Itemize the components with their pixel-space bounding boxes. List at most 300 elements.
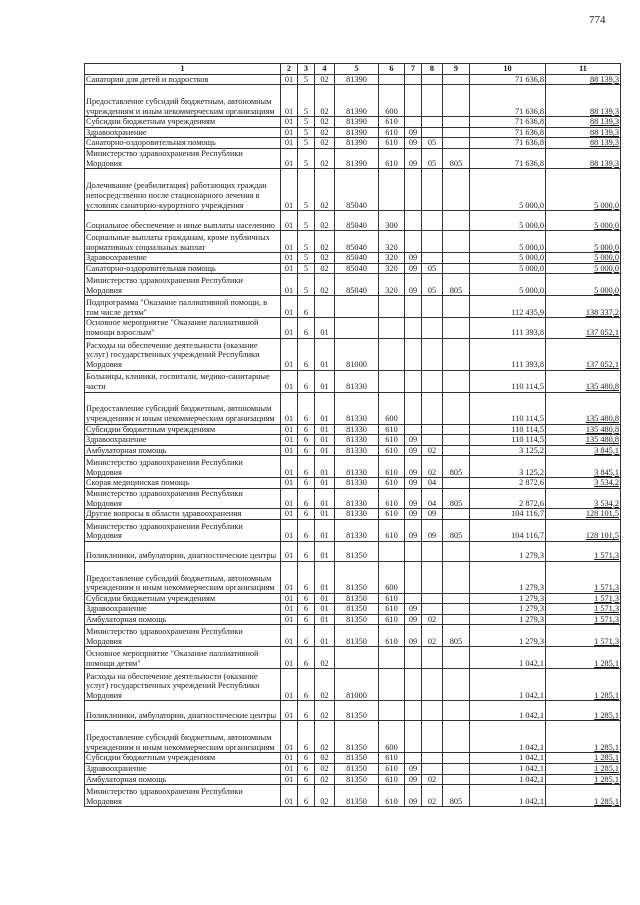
code-cell <box>443 263 470 274</box>
code-cell <box>422 604 443 615</box>
column-header: 7 <box>405 64 422 75</box>
row-name: Здравоохранение <box>85 435 281 446</box>
code-cell: 610 <box>379 785 405 807</box>
amount-col10: 71 636,8 <box>470 85 546 117</box>
amount-col11: 5 000,0 <box>546 263 621 274</box>
code-cell: 610 <box>379 435 405 446</box>
code-cell: 02 <box>315 647 335 669</box>
code-cell: 85040 <box>335 211 379 231</box>
table-row <box>85 211 621 231</box>
code-cell: 02 <box>422 625 443 647</box>
table-row <box>85 456 621 478</box>
code-cell: 02 <box>315 263 335 274</box>
amount-col11: 88 139,3 <box>546 74 621 85</box>
code-cell: 01 <box>315 445 335 456</box>
code-cell <box>443 138 470 149</box>
code-cell: 09 <box>405 625 422 647</box>
code-cell <box>443 614 470 625</box>
code-cell: 610 <box>379 148 405 168</box>
code-cell: 81000 <box>335 669 379 701</box>
code-cell: 01 <box>281 669 298 701</box>
code-cell <box>422 435 443 446</box>
code-cell <box>422 169 443 211</box>
code-cell: 805 <box>443 785 470 807</box>
code-cell: 81390 <box>335 85 379 117</box>
code-cell: 02 <box>315 231 335 253</box>
code-cell: 610 <box>379 604 405 615</box>
row-name: Санатории для детей и подростков <box>85 74 281 85</box>
code-cell <box>443 774 470 785</box>
amount-col11: 128 101,5 <box>546 509 621 520</box>
code-cell <box>422 211 443 231</box>
row-name: Здравоохранение <box>85 253 281 264</box>
code-cell: 01 <box>281 253 298 264</box>
code-cell <box>405 318 422 338</box>
code-cell: 610 <box>379 593 405 604</box>
code-cell: 5 <box>298 74 315 85</box>
code-cell: 85040 <box>335 253 379 264</box>
code-cell: 81350 <box>335 593 379 604</box>
amount-col11: 3 845,1 <box>546 456 621 478</box>
column-header: 5 <box>335 64 379 75</box>
row-name: Предоставление субсидий бюджетным, автономным учреждениям и иным некоммерческим организациям <box>85 85 281 117</box>
table-row <box>85 392 621 424</box>
code-cell: 02 <box>422 614 443 625</box>
code-cell <box>443 509 470 520</box>
amount-col11: 88 139,3 <box>546 138 621 149</box>
code-cell: 5 <box>298 138 315 149</box>
code-cell: 01 <box>281 263 298 274</box>
code-cell <box>405 211 422 231</box>
code-cell: 02 <box>315 127 335 138</box>
row-name: Амбулаторная помощь <box>85 614 281 625</box>
code-cell: 805 <box>443 148 470 168</box>
code-cell <box>443 561 470 593</box>
code-cell <box>443 753 470 764</box>
table-row <box>85 253 621 264</box>
row-name: Министерство здравоохранения Республики Мордовия <box>85 785 281 807</box>
code-cell: 09 <box>405 764 422 775</box>
column-header: 11 <box>546 64 621 75</box>
code-cell <box>335 318 379 338</box>
code-cell: 01 <box>315 561 335 593</box>
amount-col11: 88 139,3 <box>546 117 621 128</box>
code-cell: 01 <box>281 478 298 489</box>
row-name: Предоставление субсидий бюджетным, автономным учреждениям и иным некоммерческим организациям <box>85 561 281 593</box>
code-cell <box>405 231 422 253</box>
code-cell <box>443 604 470 615</box>
code-cell: 5 <box>298 127 315 138</box>
table-row <box>85 370 621 392</box>
code-cell <box>443 85 470 117</box>
code-cell: 01 <box>281 614 298 625</box>
table-row <box>85 127 621 138</box>
code-cell: 01 <box>281 604 298 615</box>
code-cell: 600 <box>379 85 405 117</box>
amount-col10: 1 279,3 <box>470 541 546 561</box>
amount-col10: 2 872,6 <box>470 478 546 489</box>
code-cell: 81330 <box>335 478 379 489</box>
row-name: Министерство здравоохранения Республики Мордовия <box>85 488 281 508</box>
code-cell: 01 <box>281 593 298 604</box>
code-cell: 01 <box>315 478 335 489</box>
code-cell: 81350 <box>335 561 379 593</box>
code-cell <box>422 392 443 424</box>
code-cell: 81350 <box>335 785 379 807</box>
row-name: Субсидии бюджетным учреждениям <box>85 117 281 128</box>
table-row <box>85 274 621 296</box>
row-name: Основное мероприятие "Оказание паллиативной помощи взрослым" <box>85 318 281 338</box>
code-cell: 81330 <box>335 435 379 446</box>
code-cell: 02 <box>315 721 335 753</box>
code-cell: 5 <box>298 274 315 296</box>
code-cell: 6 <box>298 370 315 392</box>
code-cell <box>422 593 443 604</box>
code-cell <box>405 169 422 211</box>
code-cell: 02 <box>315 211 335 231</box>
row-name: Амбулаторная помощь <box>85 445 281 456</box>
code-cell: 610 <box>379 753 405 764</box>
row-name: Предоставление субсидий бюджетным, автономным учреждениям и иным некоммерческим организациям <box>85 721 281 753</box>
code-cell: 610 <box>379 117 405 128</box>
code-cell: 01 <box>281 488 298 508</box>
code-cell: 6 <box>298 435 315 446</box>
code-cell <box>405 561 422 593</box>
amount-col11: 3 534,2 <box>546 478 621 489</box>
code-cell: 320 <box>379 274 405 296</box>
code-cell: 09 <box>405 274 422 296</box>
code-cell: 81390 <box>335 148 379 168</box>
table-row <box>85 614 621 625</box>
code-cell <box>379 338 405 370</box>
page-number: 774 <box>589 14 606 26</box>
code-cell: 6 <box>298 604 315 615</box>
code-cell <box>443 318 470 338</box>
code-cell <box>443 392 470 424</box>
code-cell: 81000 <box>335 338 379 370</box>
amount-col11: 137 052,1 <box>546 318 621 338</box>
code-cell: 81330 <box>335 445 379 456</box>
amount-col11: 1 571,3 <box>546 625 621 647</box>
table-row <box>85 701 621 721</box>
code-cell: 6 <box>298 614 315 625</box>
amount-col10: 1 042,1 <box>470 647 546 669</box>
amount-col11: 5 000,0 <box>546 253 621 264</box>
code-cell: 6 <box>298 338 315 370</box>
code-cell: 01 <box>281 370 298 392</box>
column-header: 9 <box>443 64 470 75</box>
table-row <box>85 318 621 338</box>
code-cell: 09 <box>405 445 422 456</box>
code-cell: 805 <box>443 274 470 296</box>
code-cell: 6 <box>298 541 315 561</box>
amount-col11: 5 000,0 <box>546 231 621 253</box>
code-cell <box>422 541 443 561</box>
code-cell: 81350 <box>335 625 379 647</box>
code-cell: 04 <box>422 488 443 508</box>
code-cell: 01 <box>281 296 298 318</box>
code-cell: 610 <box>379 625 405 647</box>
code-cell: 81330 <box>335 509 379 520</box>
amount-col11: 1 571,3 <box>546 604 621 615</box>
code-cell: 805 <box>443 456 470 478</box>
code-cell <box>443 74 470 85</box>
code-cell: 81330 <box>335 392 379 424</box>
code-cell: 01 <box>281 721 298 753</box>
table-row <box>85 488 621 508</box>
code-cell: 6 <box>298 647 315 669</box>
code-cell: 85040 <box>335 263 379 274</box>
code-cell: 81390 <box>335 127 379 138</box>
code-cell: 01 <box>315 338 335 370</box>
amount-col11: 1 285,1 <box>546 753 621 764</box>
row-name: Министерство здравоохранения Республики Мордовия <box>85 148 281 168</box>
code-cell: 02 <box>315 753 335 764</box>
table-row <box>85 117 621 128</box>
row-name: Министерство здравоохранения Республики Мордовия <box>85 274 281 296</box>
amount-col11: 3 845,1 <box>546 445 621 456</box>
code-cell: 09 <box>422 509 443 520</box>
table-row <box>85 85 621 117</box>
table-row <box>85 169 621 211</box>
code-cell: 600 <box>379 561 405 593</box>
code-cell: 09 <box>405 253 422 264</box>
row-name: Расходы на обеспечение деятельности (оказание услуг) государственных учреждений Республики Мордовия <box>85 669 281 701</box>
code-cell <box>443 169 470 211</box>
amount-col10: 110 114,5 <box>470 370 546 392</box>
row-name: Больницы, клиники, госпитали, медико-санитарные части <box>85 370 281 392</box>
code-cell: 02 <box>315 169 335 211</box>
code-cell: 81390 <box>335 138 379 149</box>
amount-col10: 104 116,7 <box>470 509 546 520</box>
row-name: Министерство здравоохранения Республики Мордовия <box>85 456 281 478</box>
code-cell: 02 <box>315 148 335 168</box>
row-name: Социальные выплаты гражданам, кроме публичных нормативных социальных выплат <box>85 231 281 253</box>
row-name: Поликлиники, амбулатории, диагностические центры <box>85 701 281 721</box>
code-cell <box>422 669 443 701</box>
amount-col10: 2 872,6 <box>470 488 546 508</box>
amount-col11: 1 571,3 <box>546 614 621 625</box>
column-header: 6 <box>379 64 405 75</box>
code-cell: 85040 <box>335 169 379 211</box>
code-cell: 610 <box>379 509 405 520</box>
code-cell: 05 <box>422 148 443 168</box>
code-cell <box>422 74 443 85</box>
code-cell: 6 <box>298 669 315 701</box>
amount-col10: 110 114,5 <box>470 435 546 446</box>
code-cell <box>443 478 470 489</box>
code-cell: 09 <box>405 263 422 274</box>
code-cell: 05 <box>422 263 443 274</box>
code-cell: 09 <box>405 614 422 625</box>
code-cell <box>422 117 443 128</box>
row-name: Скорая медицинская помощь <box>85 478 281 489</box>
code-cell: 805 <box>443 488 470 508</box>
code-cell: 610 <box>379 488 405 508</box>
code-cell: 81350 <box>335 541 379 561</box>
code-cell: 300 <box>379 211 405 231</box>
code-cell: 5 <box>298 85 315 117</box>
code-cell <box>422 127 443 138</box>
code-cell: 01 <box>315 625 335 647</box>
amount-col10: 5 000,0 <box>470 211 546 231</box>
code-cell: 805 <box>443 519 470 541</box>
code-cell <box>443 370 470 392</box>
code-cell: 09 <box>422 519 443 541</box>
code-cell <box>443 338 470 370</box>
code-cell: 6 <box>298 625 315 647</box>
code-cell: 81330 <box>335 424 379 435</box>
code-cell <box>443 117 470 128</box>
code-cell: 6 <box>298 561 315 593</box>
table-row <box>85 478 621 489</box>
table-row <box>85 774 621 785</box>
amount-col10: 71 636,8 <box>470 117 546 128</box>
code-cell <box>379 669 405 701</box>
code-cell: 09 <box>405 456 422 478</box>
code-cell <box>379 296 405 318</box>
code-cell <box>405 117 422 128</box>
code-cell <box>422 231 443 253</box>
code-cell: 81390 <box>335 74 379 85</box>
table-row <box>85 519 621 541</box>
code-cell: 6 <box>298 764 315 775</box>
amount-col11: 1 571,3 <box>546 593 621 604</box>
code-cell <box>443 445 470 456</box>
row-name: Расходы на обеспечение деятельности (оказание услуг) государственных учреждений Республики Мордовия <box>85 338 281 370</box>
amount-col10: 5 000,0 <box>470 231 546 253</box>
row-name: Санаторно-оздоровительная помощь <box>85 263 281 274</box>
code-cell: 600 <box>379 721 405 753</box>
code-cell: 01 <box>281 764 298 775</box>
code-cell: 01 <box>281 519 298 541</box>
amount-col10: 1 279,3 <box>470 593 546 604</box>
code-cell: 01 <box>281 392 298 424</box>
amount-col10: 71 636,8 <box>470 138 546 149</box>
amount-col11: 135 480,8 <box>546 370 621 392</box>
code-cell: 01 <box>281 509 298 520</box>
code-cell: 05 <box>422 274 443 296</box>
code-cell: 01 <box>315 509 335 520</box>
code-cell <box>443 541 470 561</box>
code-cell <box>405 669 422 701</box>
code-cell: 09 <box>405 488 422 508</box>
code-cell: 02 <box>422 456 443 478</box>
code-cell: 09 <box>405 509 422 520</box>
code-cell <box>422 701 443 721</box>
code-cell: 81350 <box>335 764 379 775</box>
amount-col11: 1 285,1 <box>546 785 621 807</box>
code-cell <box>405 392 422 424</box>
amount-col10: 3 125,2 <box>470 456 546 478</box>
row-name: Подпрограмма "Оказание паллиативной помощи, в том числе детям" <box>85 296 281 318</box>
amount-col11: 88 139,3 <box>546 148 621 168</box>
code-cell: 6 <box>298 488 315 508</box>
amount-col11: 88 139,3 <box>546 127 621 138</box>
code-cell: 01 <box>281 753 298 764</box>
code-cell: 81330 <box>335 488 379 508</box>
code-cell <box>422 647 443 669</box>
code-cell: 81330 <box>335 370 379 392</box>
table-row <box>85 445 621 456</box>
code-cell: 81350 <box>335 774 379 785</box>
code-cell: 02 <box>315 669 335 701</box>
code-cell: 01 <box>281 231 298 253</box>
amount-col10: 71 636,8 <box>470 74 546 85</box>
row-name: Здравоохранение <box>85 604 281 615</box>
code-cell: 01 <box>281 274 298 296</box>
amount-col11: 1 285,1 <box>546 647 621 669</box>
code-cell: 02 <box>315 764 335 775</box>
code-cell: 610 <box>379 456 405 478</box>
amount-col10: 71 636,8 <box>470 127 546 138</box>
code-cell <box>405 370 422 392</box>
code-cell <box>405 74 422 85</box>
column-header: 3 <box>298 64 315 75</box>
code-cell: 01 <box>281 541 298 561</box>
table-row <box>85 753 621 764</box>
amount-col11: 137 052,1 <box>546 338 621 370</box>
code-cell: 01 <box>315 370 335 392</box>
amount-col10: 112 435,9 <box>470 296 546 318</box>
code-cell: 610 <box>379 445 405 456</box>
code-cell: 02 <box>315 138 335 149</box>
code-cell: 6 <box>298 296 315 318</box>
code-cell <box>405 721 422 753</box>
amount-col10: 5 000,0 <box>470 169 546 211</box>
code-cell: 01 <box>281 74 298 85</box>
amount-col10: 5 000,0 <box>470 263 546 274</box>
code-cell: 02 <box>422 774 443 785</box>
code-cell: 5 <box>298 263 315 274</box>
code-cell <box>379 701 405 721</box>
table-row <box>85 721 621 753</box>
amount-col10: 111 393,8 <box>470 338 546 370</box>
code-cell <box>422 296 443 318</box>
amount-col10: 1 042,1 <box>470 753 546 764</box>
code-cell: 02 <box>315 785 335 807</box>
code-cell: 01 <box>281 127 298 138</box>
amount-col11: 1 571,3 <box>546 561 621 593</box>
row-name: Здравоохранение <box>85 127 281 138</box>
code-cell: 02 <box>315 774 335 785</box>
code-cell: 01 <box>281 445 298 456</box>
code-cell <box>422 424 443 435</box>
code-cell: 09 <box>405 604 422 615</box>
code-cell: 01 <box>281 456 298 478</box>
code-cell: 09 <box>405 138 422 149</box>
amount-col10: 110 114,5 <box>470 424 546 435</box>
code-cell: 6 <box>298 424 315 435</box>
table-body <box>85 74 621 807</box>
code-cell <box>443 231 470 253</box>
table-row <box>85 593 621 604</box>
amount-col10: 1 042,1 <box>470 774 546 785</box>
table-row <box>85 604 621 615</box>
code-cell: 81350 <box>335 721 379 753</box>
row-name: Субсидии бюджетным учреждениям <box>85 593 281 604</box>
code-cell: 81330 <box>335 519 379 541</box>
code-cell: 02 <box>315 701 335 721</box>
row-name: Санаторно-оздоровительная помощь <box>85 138 281 149</box>
amount-col10: 1 279,3 <box>470 604 546 615</box>
code-cell <box>379 647 405 669</box>
code-cell: 6 <box>298 445 315 456</box>
amount-col11: 1 285,1 <box>546 669 621 701</box>
amount-col11: 88 139,3 <box>546 85 621 117</box>
code-cell: 610 <box>379 774 405 785</box>
row-name: Поликлиники, амбулатории, диагностические центры <box>85 541 281 561</box>
